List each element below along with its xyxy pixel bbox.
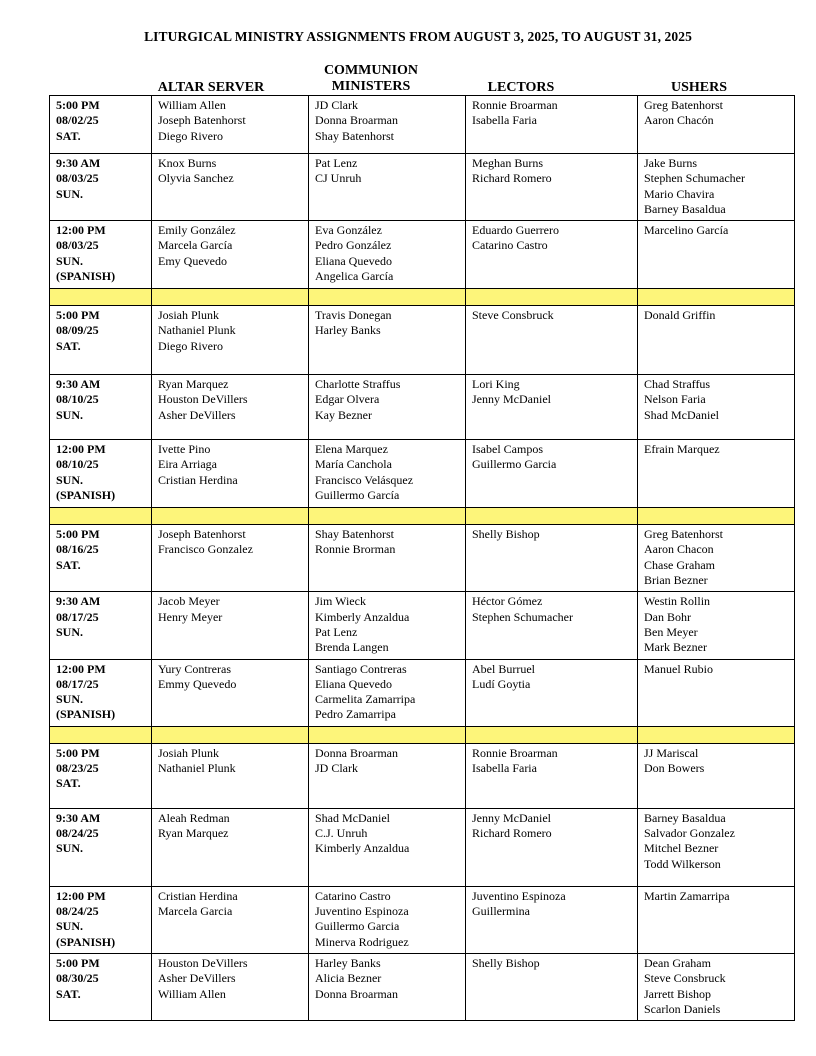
altar-server-cell — [152, 306, 309, 375]
communion-ministers-cell — [309, 96, 466, 154]
mass-time-line: 08/02/25 — [56, 113, 99, 128]
schedule-row — [50, 808, 795, 886]
mass-time-line: 08/16/25 — [56, 542, 99, 557]
name-line: Edgar Olvera — [315, 392, 380, 407]
communion-ministers-cell — [309, 659, 466, 726]
ushers-cell — [638, 743, 795, 808]
name-line: Steve Consbruck — [644, 971, 726, 986]
lectors-cell — [466, 808, 638, 886]
name-line: Jarrett Bishop — [644, 986, 711, 1001]
name-line: JD Clark — [315, 98, 358, 112]
name-line: Ronnie Broarman — [472, 98, 558, 112]
name-line: Brian Bezner — [644, 573, 708, 588]
name-line: Eliana Quevedo — [315, 253, 392, 268]
name-line: Dean Graham — [644, 955, 711, 970]
communion-ministers-cell — [309, 440, 466, 508]
name-line: Mark Bezner — [644, 640, 707, 655]
altar-server-cell — [152, 592, 309, 659]
name-line: Carmelita Zamarripa — [315, 692, 416, 707]
name-line: Cristian Herdina — [158, 472, 238, 487]
name-line: Pedro González — [315, 238, 392, 253]
name-line: Nathaniel Plunk — [158, 761, 236, 776]
mass-time-cell — [50, 808, 152, 886]
name-line: Ryan Marquez — [158, 377, 229, 392]
header-communion-line1: COMMUNION — [323, 63, 419, 78]
mass-time-cell — [50, 221, 152, 289]
name-line: Guillermo Garcia — [315, 919, 400, 934]
mass-time-cell — [50, 96, 152, 154]
name-line: Eliana Quevedo — [315, 676, 392, 691]
mass-time-line: SUN. — [56, 919, 84, 934]
schedule-row — [50, 886, 795, 953]
communion-ministers-cell — [309, 221, 466, 289]
lectors-cell — [466, 96, 638, 154]
ushers-cell — [638, 96, 795, 154]
separator-cell — [466, 726, 638, 743]
communion-ministers-cell — [309, 808, 466, 886]
separator-cell — [466, 289, 638, 306]
name-line: Isabella Faria — [472, 113, 537, 128]
separator-cell — [50, 289, 152, 306]
name-line: Angelica García — [315, 269, 394, 284]
name-line: Harley Banks — [315, 955, 381, 970]
name-line: Barney Basaldua — [644, 201, 726, 216]
mass-time-cell — [50, 592, 152, 659]
mass-time-cell — [50, 440, 152, 508]
name-line: Isabel Campos — [472, 442, 543, 457]
altar-server-cell — [152, 886, 309, 953]
communion-ministers-cell — [309, 306, 466, 375]
name-line: Donald Griffin — [644, 308, 716, 323]
name-line: Mitchel Bezner — [644, 841, 719, 856]
ushers-cell — [638, 440, 795, 508]
name-line: Eduardo Guerrero — [472, 223, 559, 238]
name-line: CJ Unruh — [315, 171, 362, 186]
name-line: Aaron Chacon — [644, 542, 714, 557]
altar-server-cell — [152, 659, 309, 726]
schedule-row — [50, 96, 795, 154]
lectors-cell — [466, 953, 638, 1020]
name-line: Yury Contreras — [158, 661, 231, 676]
mass-time-line: (SPANISH) — [56, 707, 116, 722]
name-line: Josiah Plunk — [158, 308, 220, 323]
mass-time-line: SUN. — [56, 407, 84, 422]
name-line: Manuel Rubio — [644, 661, 713, 676]
separator-cell — [309, 508, 466, 525]
separator-cell — [638, 289, 795, 306]
lectors-cell — [466, 154, 638, 221]
page-title: LITURGICAL MINISTRY ASSIGNMENTS FROM AUGUST 3, 2025, TO AUGUST 31, 2025 — [144, 29, 692, 44]
name-line: Mario Chavira — [644, 186, 715, 201]
mass-time-line: SUN. — [56, 624, 84, 639]
header-altar-server: ALTAR SERVER — [157, 80, 265, 95]
assignments-body — [50, 96, 795, 1021]
altar-server-cell — [152, 808, 309, 886]
name-line: Ryan Marquez — [158, 826, 229, 841]
mass-time-line: SAT. — [56, 557, 81, 572]
mass-time-line: (SPANISH) — [56, 269, 116, 284]
name-line: Knox Burns — [158, 156, 217, 170]
header-lectors: LECTORS — [487, 80, 555, 95]
name-line: Emy Quevedo — [158, 253, 227, 268]
name-line: Guillermo García — [315, 488, 400, 503]
name-line: Greg Batenhorst — [644, 527, 723, 542]
mass-time-cell — [50, 953, 152, 1020]
name-line: Shay Batenhorst — [315, 128, 394, 143]
name-line: Steve Consbruck — [472, 308, 554, 323]
name-line: Francisco Velásquez — [315, 472, 414, 487]
mass-time-line: 9:30 AM — [56, 810, 101, 825]
name-line: Elena Marquez — [315, 442, 388, 457]
name-line: Catarino Castro — [315, 888, 391, 903]
name-line: Ben Meyer — [644, 624, 698, 639]
mass-time-line: 12:00 PM — [56, 442, 106, 457]
mass-time-line: SAT. — [56, 128, 81, 143]
altar-server-cell — [152, 221, 309, 289]
communion-ministers-cell — [309, 154, 466, 221]
name-line: Harley Banks — [315, 323, 381, 338]
name-line: Juventino Espinoza — [472, 888, 566, 903]
name-line: Todd Wilkerson — [644, 856, 721, 871]
separator-cell — [309, 289, 466, 306]
name-line: Guillermo Garcia — [472, 457, 557, 472]
mass-time-line: SUN. — [56, 692, 84, 707]
separator-cell — [152, 508, 309, 525]
mass-time-line: 9:30 AM — [56, 594, 101, 609]
mass-time-line: 9:30 AM — [56, 377, 101, 392]
lectors-cell — [466, 743, 638, 808]
name-line: Joseph Batenhorst — [158, 527, 246, 542]
ushers-cell — [638, 592, 795, 659]
schedule-row — [50, 154, 795, 221]
name-line: Pat Lenz — [315, 624, 358, 639]
name-line: Asher DeVillers — [158, 407, 236, 422]
name-line: JD Clark — [315, 761, 358, 776]
name-line: Marcelino García — [644, 223, 729, 238]
mass-time-line: 08/03/25 — [56, 171, 99, 186]
week-separator-row — [50, 726, 795, 743]
header-communion-ministers — [311, 63, 431, 95]
mass-time-line: SUN. — [56, 841, 84, 856]
name-line: Houston DeVillers — [158, 392, 248, 407]
mass-time-line: SAT. — [56, 776, 81, 791]
name-line: Jim Wieck — [315, 594, 366, 609]
separator-cell — [638, 508, 795, 525]
separator-cell — [638, 726, 795, 743]
altar-server-cell — [152, 953, 309, 1020]
name-line: Meghan Burns — [472, 156, 543, 170]
name-line: Scarlon Daniels — [644, 1001, 721, 1016]
mass-time-cell — [50, 154, 152, 221]
lectors-cell — [466, 306, 638, 375]
name-line: Cristian Herdina — [158, 888, 238, 903]
mass-time-line: 5:00 PM — [56, 955, 100, 970]
name-line: Jacob Meyer — [158, 594, 220, 609]
altar-server-cell — [152, 440, 309, 508]
name-line: Jenny McDaniel — [472, 810, 551, 825]
name-line: Olyvia Sanchez — [158, 171, 234, 186]
altar-server-cell — [152, 154, 309, 221]
name-line: Efrain Marquez — [644, 442, 720, 457]
name-line: Shelly Bishop — [472, 527, 540, 542]
name-line: Chase Graham — [644, 557, 715, 572]
mass-time-line: SAT. — [56, 986, 81, 1001]
name-line: Juventino Espinoza — [315, 904, 409, 919]
mass-time-line: 5:00 PM — [56, 527, 100, 542]
name-line: Emmy Quevedo — [158, 676, 237, 691]
schedule-row — [50, 743, 795, 808]
mass-time-line: 5:00 PM — [56, 745, 100, 760]
mass-time-line: 08/30/25 — [56, 971, 99, 986]
name-line: Richard Romero — [472, 171, 552, 186]
communion-ministers-cell — [309, 525, 466, 592]
name-line: C.J. Unruh — [315, 826, 368, 841]
name-line: Westin Rollin — [644, 594, 711, 609]
mass-time-line: SAT. — [56, 338, 81, 353]
name-line: Stephen Schumacher — [472, 609, 573, 624]
name-line: Don Bowers — [644, 761, 705, 776]
mass-time-cell — [50, 659, 152, 726]
schedule-row — [50, 375, 795, 440]
header-communion-line2: MINISTERS — [331, 79, 411, 94]
mass-time-line: (SPANISH) — [56, 488, 116, 503]
name-line: Donna Broarman — [315, 113, 398, 128]
name-line: Aleah Redman — [158, 810, 230, 825]
ushers-cell — [638, 808, 795, 886]
ushers-cell — [638, 221, 795, 289]
name-line: Richard Romero — [472, 826, 552, 841]
name-line: Guillermina — [472, 904, 530, 919]
name-line: Minerva Rodriguez — [315, 934, 409, 949]
ushers-cell — [638, 886, 795, 953]
name-line: Diego Rivero — [158, 128, 223, 143]
mass-time-line: 08/03/25 — [56, 238, 99, 253]
name-line: Kay Bezner — [315, 407, 372, 422]
mass-time-line: 08/24/25 — [56, 904, 99, 919]
lectors-cell — [466, 592, 638, 659]
communion-ministers-cell — [309, 743, 466, 808]
mass-time-line: SUN. — [56, 186, 84, 201]
schedule-row — [50, 659, 795, 726]
mass-time-line: 08/17/25 — [56, 676, 99, 691]
name-line: Marcela Garcia — [158, 904, 233, 919]
name-line: Jenny McDaniel — [472, 392, 551, 407]
mass-time-line: 08/24/25 — [56, 826, 99, 841]
name-line: Catarino Castro — [472, 238, 548, 253]
name-line: Eva González — [315, 223, 382, 238]
name-line: Kimberly Anzaldua — [315, 609, 410, 624]
name-line: Isabella Faria — [472, 761, 537, 776]
communion-ministers-cell — [309, 592, 466, 659]
name-line: Ronnie Broarman — [472, 745, 558, 760]
name-line: Santiago Contreras — [315, 661, 407, 676]
mass-time-line: 08/23/25 — [56, 761, 99, 776]
altar-server-cell — [152, 96, 309, 154]
name-line: Emily González — [158, 223, 236, 238]
ushers-cell — [638, 154, 795, 221]
name-line: Abel Burruel — [472, 661, 535, 676]
lectors-cell — [466, 659, 638, 726]
name-line: Shelly Bishop — [472, 955, 540, 970]
header-ushers: USHERS — [670, 80, 728, 95]
mass-time-line: 12:00 PM — [56, 223, 106, 238]
name-line: Shay Batenhorst — [315, 527, 394, 542]
communion-ministers-cell — [309, 375, 466, 440]
name-line: Pat Lenz — [315, 156, 358, 170]
separator-cell — [152, 289, 309, 306]
name-line: Kimberly Anzaldua — [315, 841, 410, 856]
mass-time-line: SUN. — [56, 472, 84, 487]
lectors-cell — [466, 440, 638, 508]
communion-ministers-cell — [309, 953, 466, 1020]
schedule-row — [50, 440, 795, 508]
lectors-cell — [466, 525, 638, 592]
name-line: Nathaniel Plunk — [158, 323, 236, 338]
mass-time-cell — [50, 743, 152, 808]
name-line: Marcela García — [158, 238, 233, 253]
week-separator-row — [50, 289, 795, 306]
schedule-row — [50, 525, 795, 592]
schedule-row — [50, 306, 795, 375]
name-line: Héctor Gómez — [472, 594, 543, 609]
mass-time-line: 12:00 PM — [56, 661, 106, 676]
name-line: Asher DeVillers — [158, 971, 236, 986]
assignments-table — [49, 95, 795, 1021]
name-line: Ludí Goytia — [472, 676, 531, 691]
name-line: Shad McDaniel — [315, 810, 390, 825]
mass-time-line: 08/17/25 — [56, 609, 99, 624]
name-line: Martin Zamarripa — [644, 888, 730, 903]
name-line: Ronnie Brorman — [315, 542, 396, 557]
lectors-cell — [466, 221, 638, 289]
name-line: Barney Basaldua — [644, 810, 726, 825]
ushers-cell — [638, 659, 795, 726]
name-line: Dan Bohr — [644, 609, 691, 624]
altar-server-cell — [152, 525, 309, 592]
mass-time-line: 08/10/25 — [56, 457, 99, 472]
name-line: Francisco Gonzalez — [158, 542, 253, 557]
separator-cell — [50, 726, 152, 743]
communion-ministers-cell — [309, 886, 466, 953]
mass-time-line: (SPANISH) — [56, 934, 116, 949]
mass-time-line: 08/09/25 — [56, 323, 99, 338]
mass-time-line: SUN. — [56, 253, 84, 268]
lectors-cell — [466, 375, 638, 440]
name-line: Henry Meyer — [158, 609, 223, 624]
name-line: Diego Rivero — [158, 338, 223, 353]
mass-time-cell — [50, 306, 152, 375]
name-line: Lori King — [472, 377, 520, 392]
mass-time-line: 5:00 PM — [56, 308, 100, 323]
separator-cell — [466, 508, 638, 525]
ushers-cell — [638, 375, 795, 440]
altar-server-cell — [152, 743, 309, 808]
name-line: Chad Straffus — [644, 377, 711, 392]
mass-time-line: 12:00 PM — [56, 888, 106, 903]
name-line: William Allen — [158, 98, 226, 112]
name-line: Donna Broarman — [315, 745, 398, 760]
mass-time-cell — [50, 886, 152, 953]
name-line: William Allen — [158, 986, 226, 1001]
mass-time-cell — [50, 375, 152, 440]
lectors-cell — [466, 886, 638, 953]
name-line: Aaron Chacón — [644, 113, 714, 128]
name-line: Travis Donegan — [315, 308, 392, 323]
week-separator-row — [50, 508, 795, 525]
name-line: María Canchola — [315, 457, 392, 472]
name-line: Josiah Plunk — [158, 745, 220, 760]
mass-time-line: 9:30 AM — [56, 156, 101, 170]
separator-cell — [50, 508, 152, 525]
name-line: Alicia Bezner — [315, 971, 382, 986]
schedule-row — [50, 953, 795, 1020]
name-line: Houston DeVillers — [158, 955, 248, 970]
name-line: JJ Mariscal — [644, 745, 699, 760]
mass-time-cell — [50, 525, 152, 592]
altar-server-cell — [152, 375, 309, 440]
name-line: Joseph Batenhorst — [158, 113, 246, 128]
schedule-row — [50, 592, 795, 659]
mass-time-line: 5:00 PM — [56, 98, 100, 112]
name-line: Salvador Gonzalez — [644, 826, 735, 841]
ushers-cell — [638, 953, 795, 1020]
name-line: Eira Arriaga — [158, 457, 217, 472]
name-line: Ivette Pino — [158, 442, 211, 457]
name-line: Brenda Langen — [315, 640, 389, 655]
schedule-row — [50, 221, 795, 289]
mass-time-line: 08/10/25 — [56, 392, 99, 407]
separator-cell — [309, 726, 466, 743]
name-line: Pedro Zamarripa — [315, 707, 396, 722]
name-line: Jake Burns — [644, 156, 697, 170]
name-line: Shad McDaniel — [644, 407, 719, 422]
name-line: Donna Broarman — [315, 986, 398, 1001]
name-line: Charlotte Straffus — [315, 377, 401, 392]
name-line: Stephen Schumacher — [644, 171, 745, 186]
separator-cell — [152, 726, 309, 743]
name-line: Greg Batenhorst — [644, 98, 723, 112]
name-line: Nelson Faria — [644, 392, 706, 407]
ushers-cell — [638, 525, 795, 592]
ushers-cell — [638, 306, 795, 375]
